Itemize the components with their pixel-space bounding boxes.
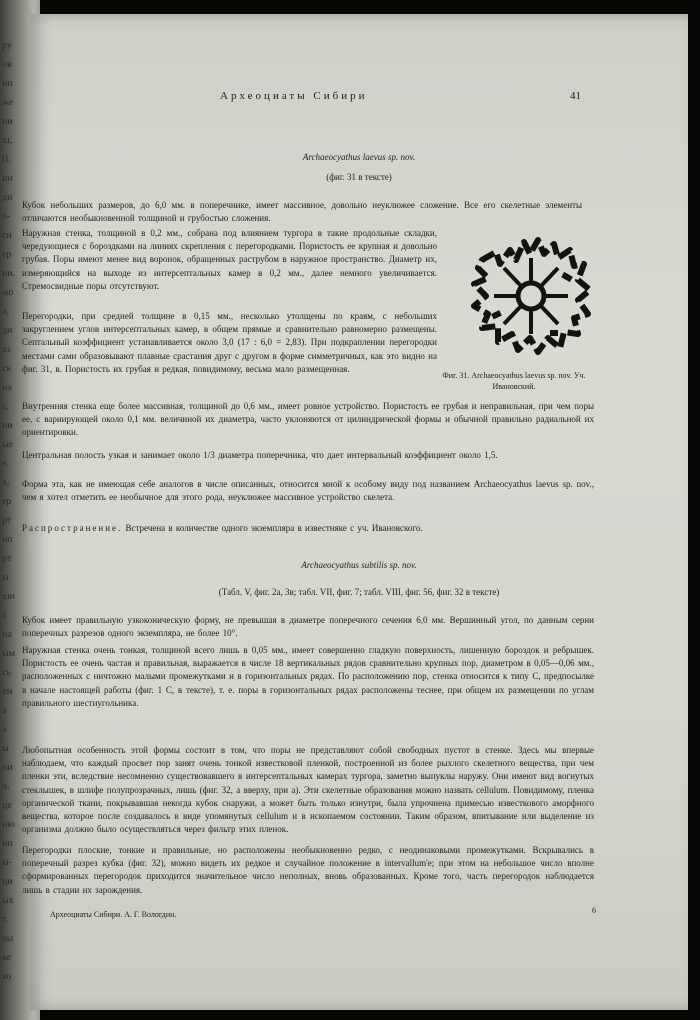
previous-page-fragment: сь xyxy=(1,666,12,679)
species-title-laevus: Archaeocyathus laevus sp. nov. xyxy=(302,152,416,162)
paragraph: Кубок имеет правильную узкоконическую форму, не превышая в диаметре поперечного сечения 6,0 мм. Вершинный угол, по данным серии поперечных разрезов одного экземпляра, не более 10°. xyxy=(22,615,594,639)
previous-page-fragment: си xyxy=(1,229,12,242)
paragraph: Наружная стенка, толщиной в 0,2 мм., собрана под влиянием тургора в такие продольные складки, чередующиеся с бороздками на линиях скрепления с перегородками. Пористость ее крупная и довольно грубая. Поры имеют менее вид воронок, обращенных раструбом в наружное пространство. Диаметр их, измеряющийся на выходе из интерсептальных камер в 0,2 мм., далее немного увеличивается. Стремосвидные поры отсутствуют. xyxy=(22,228,437,291)
previous-page-fragment: ию xyxy=(1,818,16,831)
previous-page-fragment: ни xyxy=(1,419,13,432)
previous-page-fragment: це xyxy=(1,799,12,812)
previous-page-fragment: ер xyxy=(1,248,12,261)
previous-page-fragment: ци xyxy=(1,875,13,888)
previous-page-fragment: ко xyxy=(1,970,12,983)
previous-page-fragment: на xyxy=(1,628,12,641)
previous-page-fragment: ч. xyxy=(1,780,10,793)
paragraph: Наружная стенка очень тонкая, толщиной всего лишь в 0,05 мм., имеет совершенно гладкую поверхность, лишенную бороздок и ребрышек. Пористость ее очень частая и правильная, выражается в числе 18 вертикальных рядов сравнительно крупных пор, диаметром в 0,05—0,06 мм., расположенных с ничтожно малыми промежутками и в горизонтальных рядах. По расположению пор, стенка относится к типу С, предпосылке в начале настоящей работы (фиг. 1 С, в тексте), т. е. поры в горизонтальных рядах расположены теснее, при общем их размещении по углам правильного шестиугольника. xyxy=(22,645,594,708)
previous-page-fragment: ы xyxy=(1,742,9,755)
paragraph: Перегородки, при средней толщине в 0,15 мм., несколько утолщены по краям, с небольших закруглением углов интерсептальных камер, в общем прямые и сравнительно равномерно размещены. Септальный коэффициент устанавливается около 3,0 (17 : 6,0 = 2,83). При подкраплении перегородки местами сами образовывают плавные срастания друг с другом в форме симметричных, как это видно на фиг. 31, в. Пористость их грубая и редкая, повидимому, весьма мало размещенная. xyxy=(22,311,437,374)
previous-page-fragment: на xyxy=(1,381,12,394)
previous-page-fragment: т. xyxy=(1,913,9,926)
previous-page-fragment: ке xyxy=(1,951,12,964)
previous-page-fragment: ни xyxy=(1,761,13,774)
paragraph: Перегородки плоские, тонкие и правильные, но расположены необыкновенно редко, с неодинаковыми промежутками. Вскрывались в поперечный разрез кубка (фиг. 32), можно видеть их редкое и случайное положение в intervallum'е; при этом на небольшое число вполне сформированных перегородок приходится значительное число неполных, вновь образованных. Кроме того, часть перегородок наблюдается лишь в стадии их зарождения. xyxy=(22,845,594,895)
species-ref-subtilis: (Табл. V, фиг. 2а, 3в; табл. VII, фиг. 7; табл. VIII, фиг. 56, фиг. 32 в тексте) xyxy=(218,587,500,597)
paragraph: Центральная полость узкая и занимает около 1/3 диаметра поперечника, что дает интервальный коэффициент около 1,5. xyxy=(22,450,498,460)
distribution-paragraph xyxy=(22,522,594,535)
previous-page-fragment: ы xyxy=(1,571,9,584)
previous-page-fragment: ых xyxy=(1,894,14,907)
previous-page-fragment: ии xyxy=(1,77,13,90)
paragraph: Любопытная особенность этой формы состоит в том, что поры не представляют собой свободных пустот в стенке. Здесь мы впервые наблюдаем, что каждый просвет пор занят очень тонкой известковой пленкой, построенной из более рыхлого скелетного вещества, при чем пленки эти, вследствие несомненно существовавшего в интерсептальных камерах тургора, заметно выпуклы наружу. Они имеют вид вогнутых стеклышек, в шлифе полупрозрачных, лишь (фиг. 32, а вверху, при а). Эти скелетные образования можно назвать cellulum. Повидимому, пленка органической ткани, покрывавшая некогда кубок снаружи, а может быть только изнутри, была упрочнена примесью известкового аморфного вещества, которое после создавалось в виде упомянутых cellulum и в ископаемом состоянии. Таким образом, впитывание или выделение из организма должно было осуществляться через фильтр этих пленок. xyxy=(22,745,594,835)
previous-page-fragment: ск xyxy=(1,362,12,375)
signature-mark: 6 xyxy=(592,906,596,915)
previous-page-fragment: ди xyxy=(1,191,13,204)
previous-page-fragment: о- xyxy=(1,210,11,223)
previous-page-fragment: ов xyxy=(1,58,12,71)
previous-page-fragment: ру xyxy=(1,39,13,52)
previous-page-fragment: ши xyxy=(1,590,16,603)
figure-caption: Фиг. 31. Archaeocyathus laevus sp. nov. Уч. Ивановский. xyxy=(442,371,586,391)
previous-page-fragment: а, xyxy=(1,305,10,318)
previous-page-fragment: ер xyxy=(1,495,12,508)
previous-page-fragment: з xyxy=(1,609,7,622)
distribution-label: Распространение. xyxy=(22,523,123,533)
paragraph: Внутренняя стенка еще более массивная, толщиной до 0,6 мм., имеет ровное устройство. Пористость ее грубая и неправильная, при чем поры ее, с вариирующей около 0,1 мм. величиной их диаметра, часто уклоняются от цилиндрической формы и обычной правильно радиальной их ориентировки. xyxy=(22,401,594,438)
previous-page-fragment: ем xyxy=(1,685,13,698)
previous-page-fragment: рт xyxy=(1,552,12,565)
distribution-text: Встречена в количестве одного экземпляра в известняке с уч. Ивановского. xyxy=(125,523,423,533)
footer-signature: Археоциаты Сибири. А. Г. Вологдин. xyxy=(50,910,177,919)
previous-page-fragment: ни xyxy=(1,115,13,128)
species-ref-laevus: (фиг. 31 в тексте) xyxy=(326,172,392,182)
previous-page-fragment: но xyxy=(1,533,13,546)
paragraph: Кубок небольших размеров, до 6,0 мм. в поперечнике, имеет массивное, довольно неуклюжее сложение. Все его скелетные элементы отличаются необыкновенной толщиной и грубостью сложения. xyxy=(22,200,582,224)
previous-page-fragment: ии xyxy=(1,172,13,185)
previous-page-fragment: е. xyxy=(1,457,10,470)
previous-page-fragment: а xyxy=(1,723,7,736)
previous-page-fragment: ы- xyxy=(1,856,13,869)
previous-page-fragment: a xyxy=(1,704,7,717)
previous-page-fragment: II. xyxy=(1,153,12,166)
previous-page-fragment: ые xyxy=(1,438,14,451)
running-head-title: Археоциаты Сибири xyxy=(220,90,368,102)
previous-page-fragment: ди xyxy=(1,324,13,337)
book-page xyxy=(22,14,688,1010)
previous-page-fragment: в, xyxy=(1,476,10,489)
previous-page-fragment: ии xyxy=(1,837,13,850)
previous-page-fragment: с, xyxy=(1,400,10,413)
previous-page-fragment: ш, xyxy=(1,134,13,147)
previous-page-fragment: вы xyxy=(1,932,14,945)
running-head xyxy=(30,90,688,108)
species-title-subtilis: Archaeocyathus subtilis sp. nov. xyxy=(301,560,417,570)
previous-page-fragment: рт xyxy=(1,514,12,527)
paragraph: Форма эта, как не имеющая себе аналогов в числе описанных, относится мной к особому виду под названием Archaeocyathus laevus sp. nov., чем я хотел отметить ее необычное для этого рода, неуклюжее массивное устройство скелета. xyxy=(22,479,594,503)
previous-page-fragment: ии. xyxy=(1,267,16,280)
previous-page-fragment: аз xyxy=(1,343,11,356)
previous-page-fragment: же xyxy=(1,96,14,109)
fossil-cross-section-icon xyxy=(466,230,596,360)
previous-page-fragment: мо xyxy=(1,286,14,299)
page-number: 41 xyxy=(570,90,581,102)
previous-page-fragment: ым xyxy=(1,647,16,660)
